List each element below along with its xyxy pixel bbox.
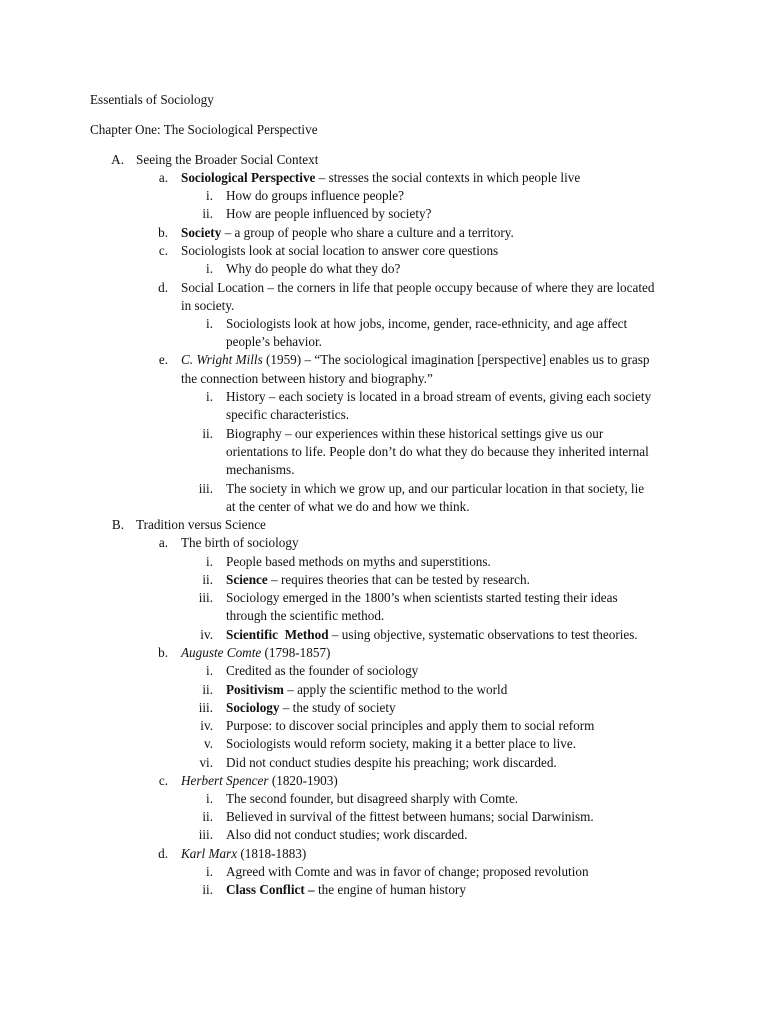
list-item: Believed in survival of the fittest between humans; social Darwinism. [226,809,594,824]
list-item: Karl Marx (1818-1883) [181,846,307,861]
list-item-continued: at the center of what we do and how we think. [226,499,470,514]
list-item: Science – requires theories that can be tested by research. [226,572,530,587]
list-item-continued: mechanisms. [226,462,295,477]
list-label: iii. [198,481,213,496]
list-label: a. [158,170,168,185]
list-item: The society in which we grow up, and our particular location in that society, lie [226,481,645,496]
list-label: i. [206,389,213,404]
list-item: History – each society is located in a broad stream of events, giving each society [226,389,652,404]
list-item-continued: the connection between history and biography.” [181,371,433,386]
list-label: ii. [202,426,213,441]
list-label: iv. [200,627,213,642]
list-label: i. [206,261,213,276]
list-label: i. [206,663,213,678]
list-label: i. [206,791,213,806]
list-label: ii. [202,809,213,824]
list-item: Did not conduct studies despite his preaching; work discarded. [226,755,557,770]
list-label: d. [158,846,168,861]
list-item: Class Conflict – the engine of human history [226,882,466,897]
list-label: ii. [202,682,213,697]
list-label: iii. [198,590,213,605]
list-label: c. [158,243,168,258]
list-label: c. [158,773,168,788]
list-item: The birth of sociology [181,535,299,550]
list-item: Auguste Comte (1798-1857) [181,645,331,660]
list-label: b. [158,225,168,240]
list-label: iv. [200,718,213,733]
list-label: iii. [198,700,213,715]
list-item: People based methods on myths and superstitions. [226,554,491,569]
list-item: Also did not conduct studies; work discarded. [226,827,468,842]
list-item-continued: through the scientific method. [226,608,385,623]
section-b-label: B. [111,517,124,532]
list-label: d. [158,280,168,295]
list-label: b. [158,645,168,660]
list-item: C. Wright Mills (1959) – “The sociological imagination [perspective] enables us to grasp [181,352,650,367]
list-item: The second founder, but disagreed sharply with Comte. [226,791,519,806]
list-item: Society – a group of people who share a culture and a territory. [181,225,514,240]
list-item-continued: people’s behavior. [226,334,322,349]
document-title: Essentials of Sociology [90,92,214,107]
list-label: ii. [202,572,213,587]
list-label: ii. [202,882,213,897]
list-item: How do groups influence people? [226,188,404,203]
list-item-continued: in society. [181,298,235,313]
list-item-continued: orientations to life. People don’t do what they do because they inherited internal [226,444,649,459]
list-label: i. [206,554,213,569]
list-item: Why do people do what they do? [226,261,401,276]
list-label: e. [158,352,168,367]
list-label: iii. [198,827,213,842]
list-item: Scientific Method – using objective, systematic observations to test theories. [226,627,638,642]
list-item: Credited as the founder of sociology [226,663,419,678]
list-item: Sociologists would reform society, making it a better place to live. [226,736,576,751]
list-label: v. [203,736,213,751]
list-label: i. [206,188,213,203]
section-a-title: Seeing the Broader Social Context [136,152,319,167]
list-item: Sociological Perspective – stresses the social contexts in which people live [181,170,581,185]
list-item: Sociologists look at social location to answer core questions [181,243,499,258]
list-label: i. [206,316,213,331]
list-item: Agreed with Comte and was in favor of change; proposed revolution [226,864,589,879]
chapter-title: Chapter One: The Sociological Perspective [90,122,318,137]
list-item: Purpose: to discover social principles and apply them to social reform [226,718,595,733]
list-item: Positivism – apply the scientific method to the world [226,682,508,697]
list-label: vi. [199,755,213,770]
list-label: a. [158,535,168,550]
list-item-continued: specific characteristics. [226,407,350,422]
section-b-title: Tradition versus Science [136,517,266,532]
list-item: Sociology emerged in the 1800’s when scientists started testing their ideas [226,590,618,605]
list-item: Social Location – the corners in life that people occupy because of where they are located [181,280,655,295]
list-item: How are people influenced by society? [226,206,432,221]
list-item: Sociologists look at how jobs, income, gender, race-ethnicity, and age affect [226,316,628,331]
list-label: ii. [202,206,213,221]
list-item: Biography – our experiences within these historical settings give us our [226,426,604,441]
list-item: Herbert Spencer (1820-1903) [181,773,338,788]
section-a-label: A. [111,152,124,167]
list-label: i. [206,864,213,879]
list-item: Sociology – the study of society [226,700,396,715]
